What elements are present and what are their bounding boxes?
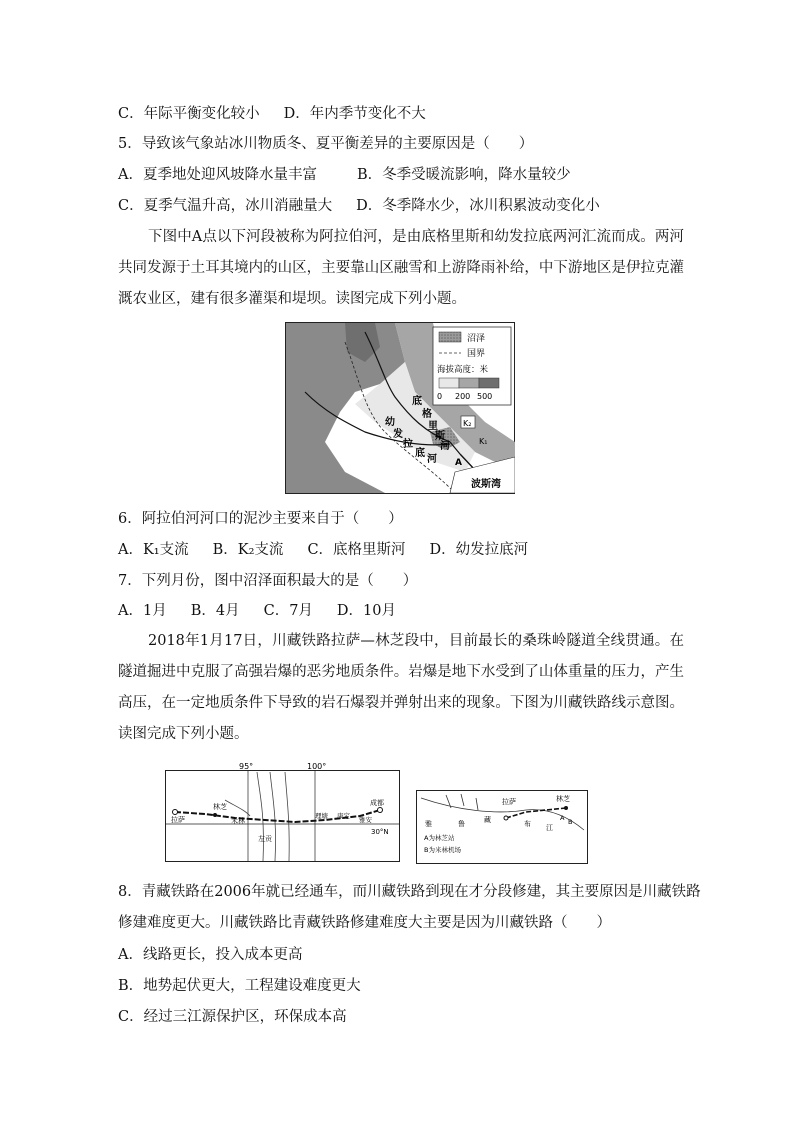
q7-options — [118, 601, 396, 621]
q8-option-c: C．经过三江源保护区，环保成本高 — [118, 1009, 347, 1025]
tigris-char-3: 里 — [428, 421, 438, 432]
point-a-label: A — [455, 458, 462, 468]
q8-stem-line2: 修建难度更大。川藏铁路比青藏铁路修建难度大主要是因为川藏铁路（ ） — [118, 915, 611, 931]
linzhi-label: 林芝 — [213, 803, 227, 811]
lat-30-label: 30°N — [371, 828, 389, 836]
legend-marsh-swatch — [439, 332, 461, 342]
k2-label: K₂ — [463, 419, 472, 428]
lhasa-label-small: 拉萨 — [502, 798, 516, 806]
zuogong-label: 左贡 — [258, 835, 272, 843]
map-sichuan-tibet-railway — [165, 760, 400, 862]
q7-option-d: D．10月 — [336, 603, 396, 619]
legend-marsh-label: 沼泽 — [467, 334, 486, 344]
legend-tick-200: 200 — [455, 392, 471, 401]
map-tigris-euphrates — [285, 322, 515, 494]
river-char-5: 江 — [546, 824, 553, 832]
q5-option-b: B．冬季受暖流影响，降水量较少 — [356, 167, 571, 183]
river-char-1: 雅 — [425, 820, 432, 828]
q6-option-a: A．K₁支流 — [118, 542, 189, 558]
yaan-label: 雅安 — [359, 816, 372, 824]
lhasa-dot-small — [504, 816, 508, 820]
q8-option-b: B．地势起伏更大，工程建设难度更大 — [118, 978, 361, 994]
q6-option-d: D．幼发拉底河 — [429, 542, 529, 558]
passage-arab-river: 下图中A点以下河段被称为阿拉伯河，是由底格里斯和幼发拉底两河汇流而成。两河共同发源于土耳其境内的山区，主要靠山区融雪和上游降雨补给，中下游地区是伊拉克灌溉农业区，建有很多灌渠和堤坝。读图完成下列小题。 — [118, 229, 684, 307]
q5-options-cd — [118, 196, 600, 216]
euphrates-char-3: 拉 — [403, 439, 413, 450]
q7-option-c: C．7月 — [263, 603, 313, 619]
q4-option-c: C．年际平衡变化较小 — [118, 106, 260, 122]
chengdu-dot — [378, 808, 383, 813]
river-char-2: 鲁 — [458, 820, 465, 828]
q6-options — [118, 540, 528, 560]
tigris-char-5: 河 — [440, 441, 450, 452]
euphrates-char-5: 河 — [427, 454, 437, 465]
river-char-3: 藏 — [484, 816, 491, 824]
note-b: B为米林机场 — [424, 846, 461, 854]
legend-tick-0: 0 — [437, 392, 443, 401]
gulf-label: 波斯湾 — [471, 479, 501, 490]
euphrates-char-2: 发 — [393, 429, 403, 440]
lhasa-dot — [173, 810, 178, 815]
river-char-4: 布 — [524, 820, 531, 828]
q5-option-c: C．夏季气温升高，冰川消融量大 — [118, 198, 333, 214]
q4-options — [118, 104, 426, 124]
map-lhasa-nyingchi — [416, 790, 588, 864]
q6-option-c: C．底格里斯河 — [307, 542, 406, 558]
q6-stem: 6．阿拉伯河河口的泥沙主要来自于（ ） — [118, 511, 403, 527]
q8-option-a: A．线路更长，投入成本更高 — [118, 947, 303, 963]
lon-100-label: 100° — [307, 762, 327, 771]
k1-label: K₁ — [479, 437, 488, 446]
legend-elevation-title: 海拔高度：米 — [437, 365, 489, 375]
q4-option-d: D．年内季节变化不大 — [283, 106, 426, 122]
milin-label: 米林 — [231, 817, 245, 825]
linzhi-dot — [213, 813, 217, 817]
point-b-small: B — [568, 818, 573, 826]
euphrates-char-1: 幼 — [385, 417, 395, 428]
q5-stem: 5．导致该气象站冰川物质冬、夏平衡差异的主要原因是（ ） — [118, 136, 534, 152]
lon-95-label: 95° — [239, 762, 254, 771]
tigris-char-4: 斯 — [435, 431, 445, 442]
tigris-char-1: 底 — [412, 396, 422, 407]
q8-stem-line1: 8．青藏铁路在2006年就已经通车，而川藏铁路到现在才分段修建，其主要原因是川藏铁路 — [118, 884, 701, 900]
legend-border-label: 国界 — [467, 349, 486, 359]
q7-option-a: A．1月 — [118, 603, 167, 619]
legend-tick-500: 500 — [477, 392, 493, 401]
chengdu-label: 成都 — [370, 799, 384, 807]
q5-option-d: D．冬季降水少，冰川积累波动变化小 — [356, 198, 600, 214]
kangding-label: 康定 — [337, 812, 350, 820]
q5-options-ab — [118, 165, 571, 185]
lhasa-label: 拉萨 — [171, 816, 185, 824]
point-a-small: A — [560, 814, 565, 822]
passage-sichuan-tibet-railway: 2018年1月17日，川藏铁路拉萨—林芝段中，目前最长的桑珠岭隧道全线贯通。在隧道掘进中克服了高强岩爆的恶劣地质条件。岩爆是地下水受到了山体重量的压力，产生高压，在一定地质条件下导致的岩石爆裂并弹射出来的现象。下图为川藏铁路线示意图。读图完成下列小题。 — [118, 633, 684, 742]
euphrates-char-4: 底 — [415, 448, 425, 459]
q7-option-b: B．4月 — [190, 603, 240, 619]
q6-option-b: B．K₂支流 — [212, 542, 284, 558]
tigris-char-2: 格 — [422, 409, 432, 420]
q7-stem: 7．下列月份，图中沼泽面积最大的是（ ） — [118, 573, 418, 589]
q5-option-a: A．夏季地处迎风坡降水量丰富 — [118, 167, 317, 183]
litang-label: 理塘 — [315, 812, 328, 820]
nyingchi-dot-small — [564, 806, 568, 810]
note-a: A为林芝站 — [424, 834, 455, 842]
nyingchi-label-small: 林芝 — [556, 795, 570, 803]
